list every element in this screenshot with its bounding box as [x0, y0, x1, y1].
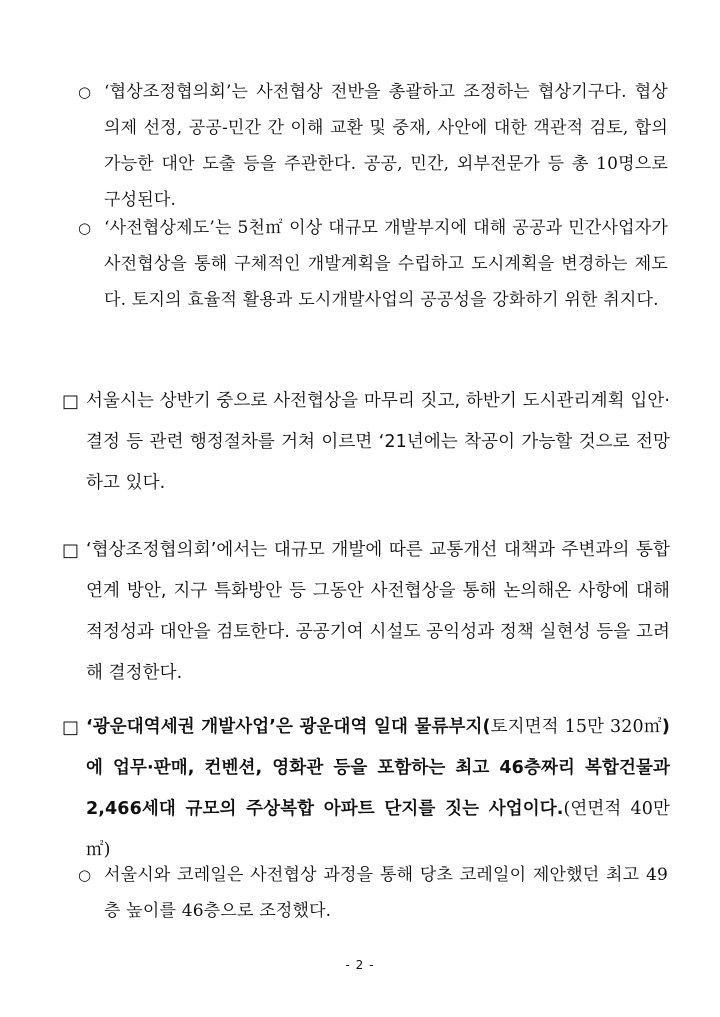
paragraph-text: ‘협상조정협의회’는 사전협상 전반을 총괄하고 조정하는 협상기구다. 협상의제 선정, 공공-민간 간 이해 교환 및 중재, 사안에 대한 객관적 검토, 합의 가능한 대안 도출 등을 주관한다. 공공, 민간, 외부전문가 등 총 10명으로 구성된다.	[104, 82, 668, 210]
text-segment: )에 업무·판매, 컨벤션, 영화관 등을 포함하는 최고 46층짜리 복합건물과 2,466세대 규모의 주상복합 아파트 단지를 짓는 사업이다.	[86, 717, 671, 819]
paragraph-pre-negotiation-system	[78, 210, 668, 318]
paragraph-text	[86, 707, 670, 871]
paragraph-text: ‘사전협상제도’는 5천㎡ 이상 대규모 개발부지에 대해 공공과 민간사업자가 사전협상을 통해 구체적인 개발계획을 수립하고 도시계획을 변경하는 제도다. 토지의 효율적 활용과 도시개발사업의 공공성을 강화하기 위한 취지다.	[104, 218, 668, 310]
page-number: - 2 -	[345, 958, 375, 972]
paragraph-negotiation-council	[78, 74, 668, 218]
circle-bullet-icon: ○	[78, 866, 92, 884]
circle-bullet-icon: ○	[78, 83, 92, 101]
square-bullet-icon: □	[62, 540, 80, 561]
square-bullet-icon: □	[62, 391, 80, 412]
paragraph-gwangun-project	[62, 707, 670, 871]
paragraph-council-review	[62, 530, 670, 694]
paragraph-text: 서울시는 상반기 중으로 사전협상을 마무리 짓고, 하반기 도시관리계획 입안·결정 등 관련 행정절차를 거쳐 이르면 ‘21년에는 착공이 가능할 것으로 전망하고 있다.	[86, 391, 670, 493]
paragraph-text: 서울시와 코레일은 사전협상 과정을 통해 당초 코레일이 제안했던 최고 49층 높이를 46층으로 조정했다.	[104, 865, 668, 921]
paragraph-seoul-schedule	[62, 381, 670, 504]
square-bullet-icon: □	[62, 717, 80, 738]
text-segment: ‘광운대역세권 개발사업’은 광운대역 일대 물류부지(	[86, 717, 491, 737]
land-area-text: 토지면적 15만 320㎡	[490, 717, 662, 737]
paragraph-height-adjustment	[78, 857, 668, 929]
circle-bullet-icon: ○	[78, 219, 92, 237]
paragraph-text: ‘협상조정협의회’에서는 대규모 개발에 따른 교통개선 대책과 주변과의 통합연계 방안, 지구 특화방안 등 그동안 사전협상을 통해 논의해온 사항에 대해 적정성과 대안을 검토한다. 공공기여 시설도 공익성과 정책 실현성 등을 고려해 결정한다.	[86, 540, 670, 683]
floor-area-text: (연면적 40만㎡)	[86, 799, 670, 860]
